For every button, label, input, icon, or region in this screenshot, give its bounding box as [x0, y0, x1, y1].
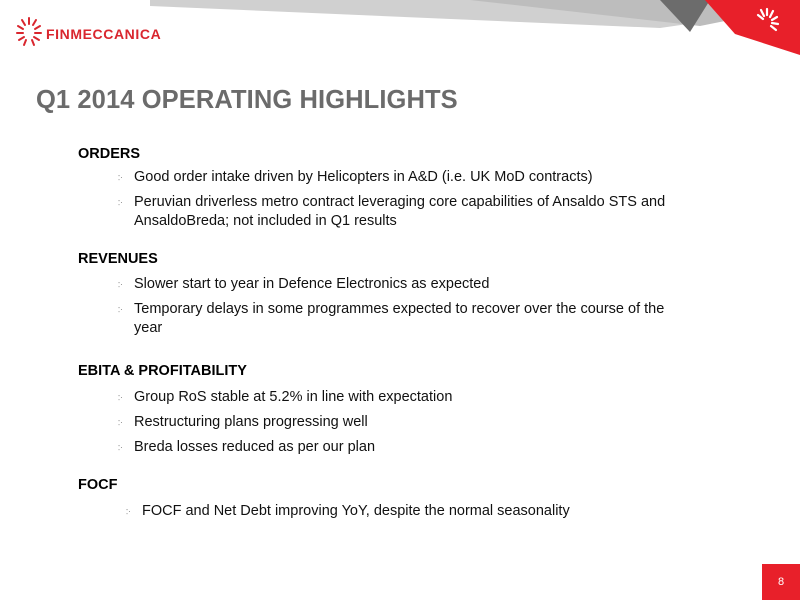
section-heading-orders: ORDERS: [78, 146, 141, 162]
list-item: [118, 168, 679, 187]
bullet-text: Slower start to year in Defence Electronics as expected: [134, 276, 490, 292]
list-item: [118, 413, 679, 432]
list-item: [118, 193, 679, 231]
bullet-text: Good order intake driven by Helicopters in A&D (i.e. UK MoD contracts): [134, 169, 593, 185]
bullet-text: Temporary delays in some programmes expected to recover over the course of the year: [134, 301, 665, 336]
bullet-text: Breda losses reduced as per our plan: [134, 439, 376, 455]
section-heading-revenues: REVENUES: [78, 251, 158, 267]
finmeccanica-logo: [14, 14, 161, 54]
three-dot-bullet-icon: ჻: [118, 304, 123, 315]
logo-wordmark: FINMECCANICA: [46, 26, 162, 42]
list-item: [126, 502, 687, 521]
list-item: [118, 438, 679, 457]
three-dot-bullet-icon: ჻: [118, 279, 123, 290]
bullet-text: FOCF and Net Debt improving YoY, despite the normal seasonality: [142, 503, 570, 519]
section-heading-ebita-profitability: EBITA & PROFITABILITY: [78, 363, 247, 379]
three-dot-bullet-icon: ჻: [118, 197, 123, 208]
three-dot-bullet-icon: ჻: [118, 417, 123, 428]
three-dot-bullet-icon: ჻: [118, 392, 123, 403]
list-item: [118, 275, 679, 294]
three-dot-bullet-icon: ჻: [118, 442, 123, 453]
finmeccanica-rays-logo-icon: [14, 14, 44, 54]
section-heading-focf: FOCF: [78, 477, 118, 493]
page-number: 8: [777, 576, 785, 588]
bullet-text: Group RoS stable at 5.2% in line with expectation: [134, 389, 453, 405]
three-dot-bullet-icon: ჻: [126, 506, 131, 517]
bullet-text: Restructuring plans progressing well: [134, 414, 368, 430]
page-title: Q1 2014 OPERATING HIGHLIGHTS: [36, 86, 458, 114]
page-number-badge: [762, 564, 800, 600]
list-item: [118, 300, 679, 338]
list-item: [118, 388, 679, 407]
bullet-text: Peruvian driverless metro contract leveraging core capabilities of Ansaldo STS and AnsaldoBreda; not included in Q1 results: [134, 194, 666, 229]
three-dot-bullet-icon: ჻: [118, 172, 123, 183]
